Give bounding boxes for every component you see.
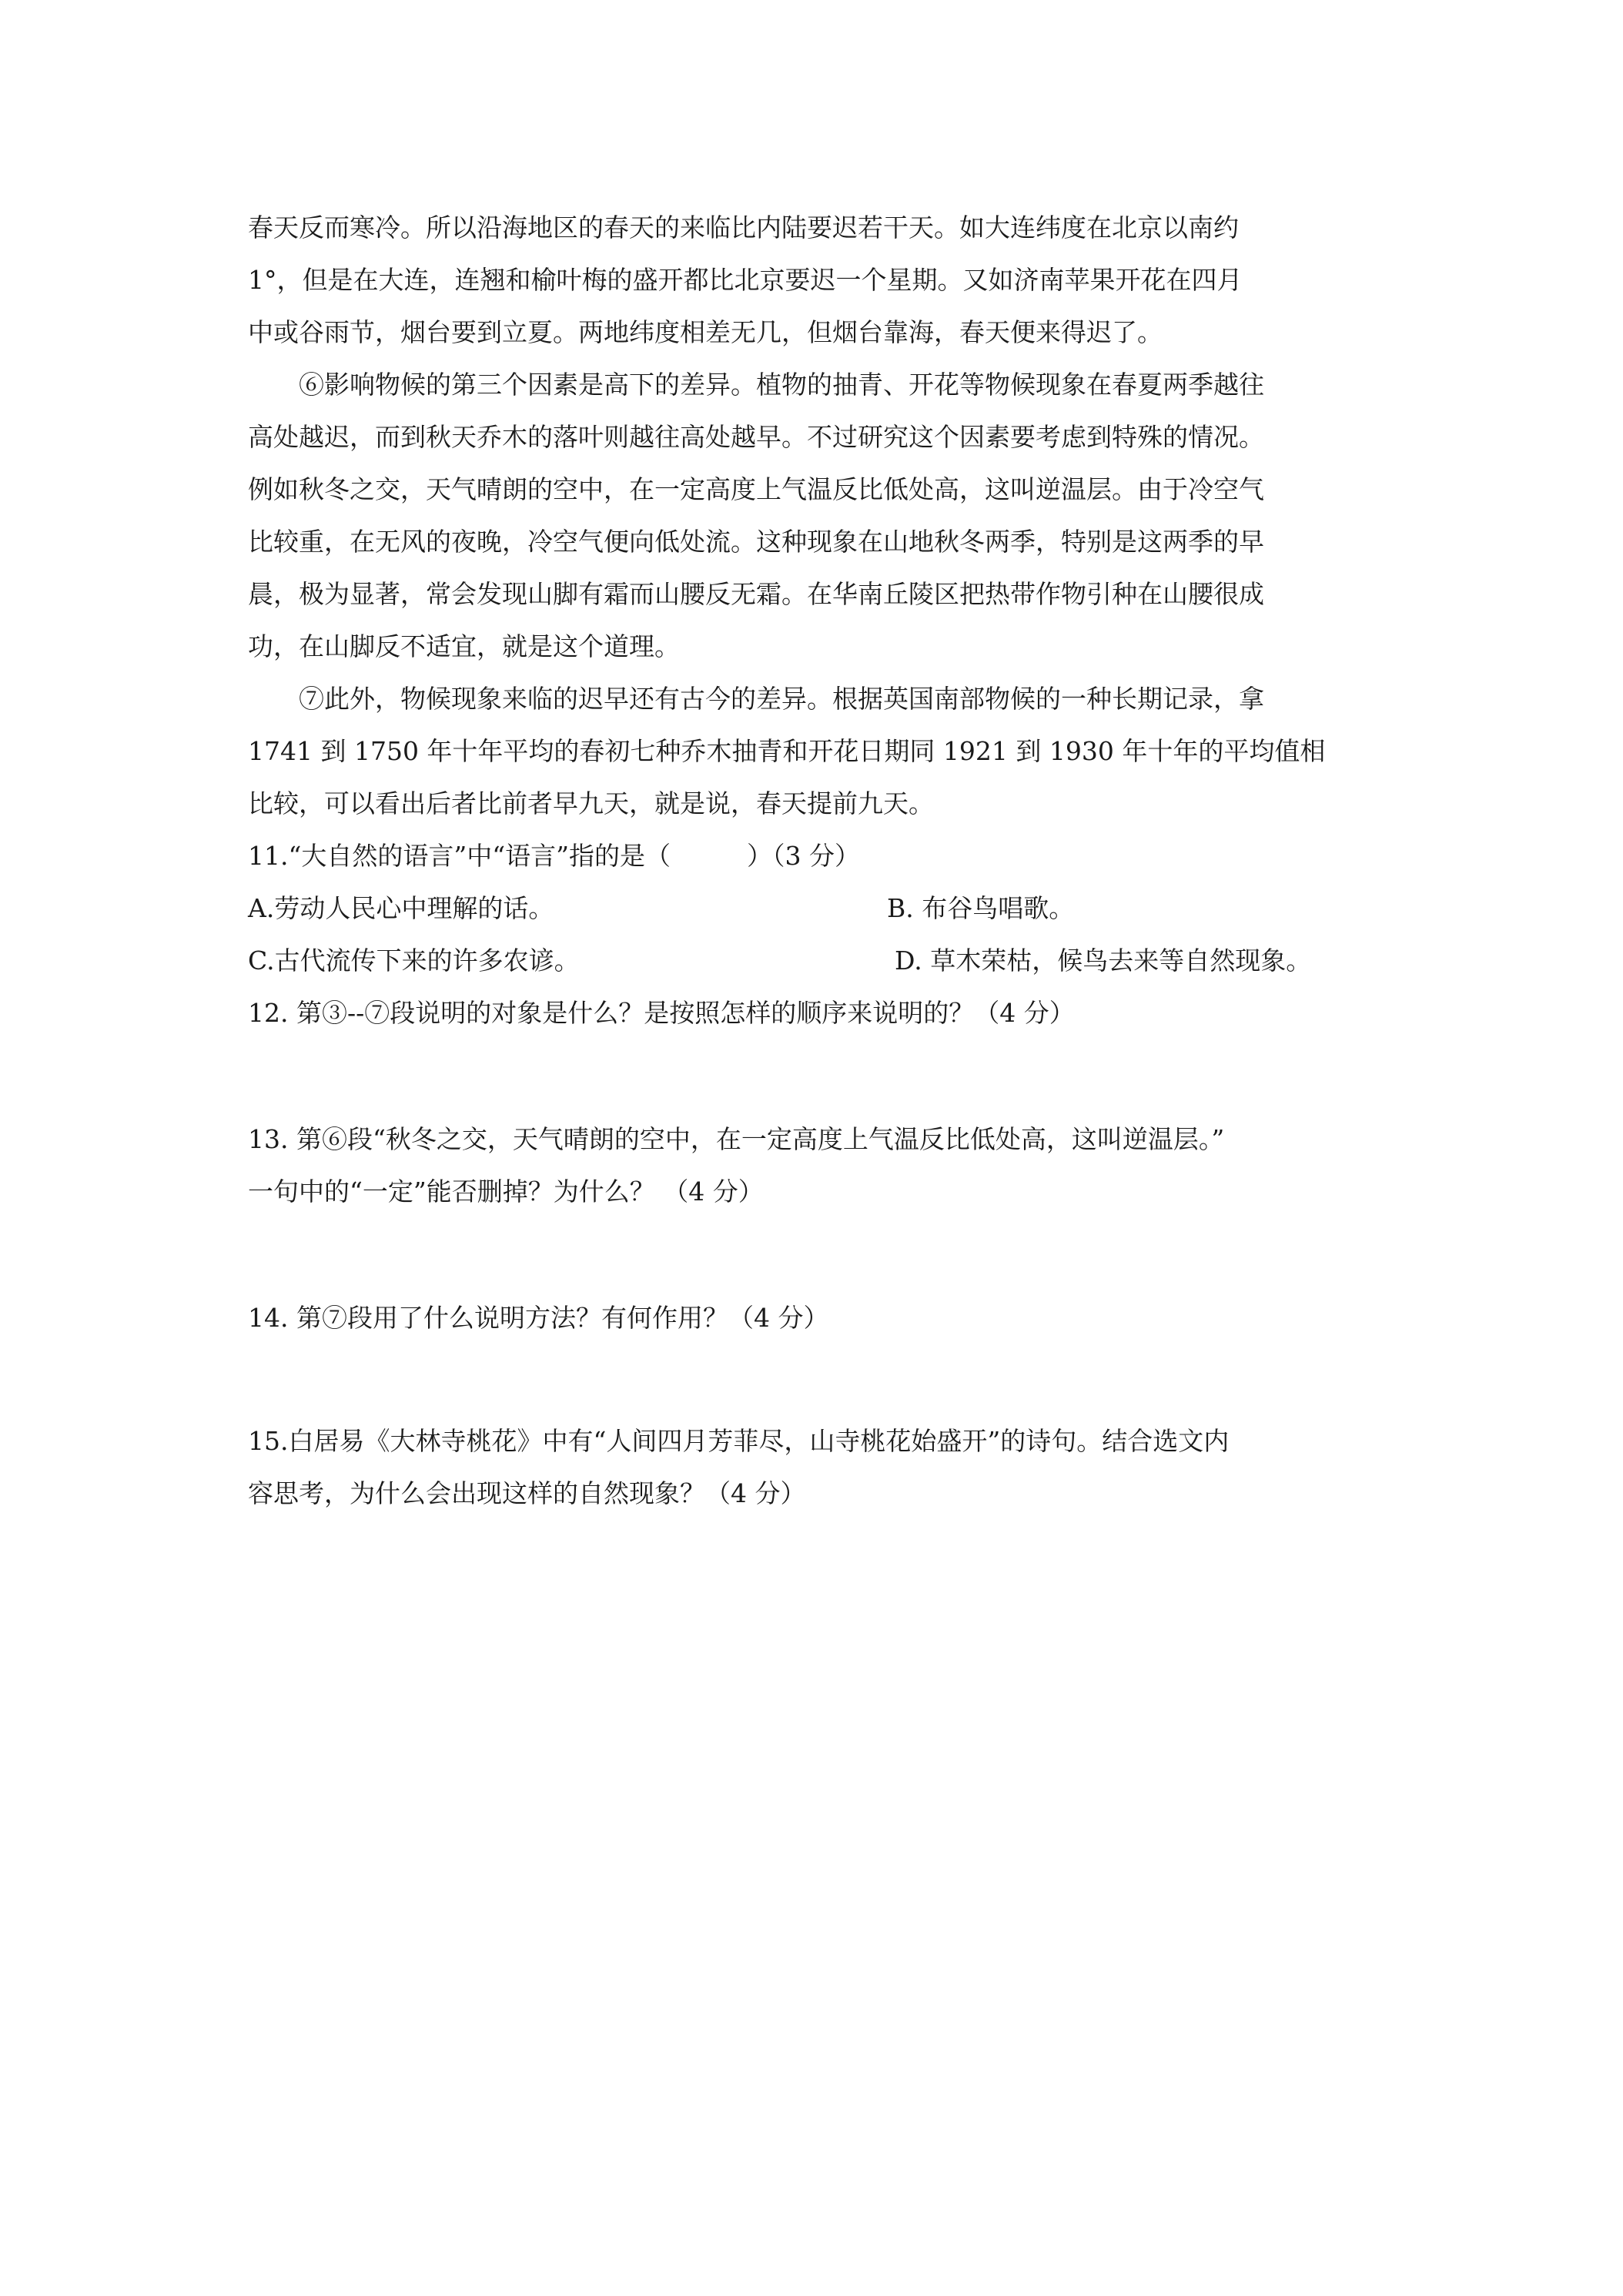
text-line: 1°，但是在大连，连翘和榆叶梅的盛开都比北京要迟一个星期。又如济南苹果开花在四月 — [248, 265, 1243, 295]
question-11-stem: 11.“大自然的语言”中“语言”指的是（ ）（3 分） — [248, 841, 860, 871]
text-line: 春天反而寒冷。所以沿海地区的春天的来临比内陆要迟若干天。如大连纬度在北京以南约 — [248, 213, 1239, 243]
option-a: A.劳动人民心中理解的话。 — [248, 893, 554, 923]
question-14 — [248, 1292, 1386, 1344]
question-13-line-1: 13. 第⑥段“秋冬之交，天气晴朗的空中，在一定高度上气温反比低处高，这叫逆温层。” — [248, 1124, 1225, 1154]
question-11 — [248, 830, 1386, 987]
question-13-line-2: 一句中的“一定”能否删掉？为什么？ （4 分） — [248, 1176, 764, 1207]
text-line: ⑦此外，物候现象来临的迟早还有古今的差异。根据英国南部物候的一种长期记录，拿 — [299, 684, 1264, 714]
option-d: D. 草木荣枯，候鸟去来等自然现象。 — [895, 946, 1312, 976]
text-line: 中或谷雨节，烟台要到立夏。两地纬度相差无几，但烟台靠海，春天便来得迟了。 — [248, 317, 1163, 347]
question-11-options-row-1 — [248, 882, 1386, 935]
question-12 — [248, 987, 1386, 1039]
question-12-stem: 12. 第③--⑦段说明的对象是什么？是按照怎样的顺序来说明的？（4 分） — [248, 998, 1075, 1028]
text-line: 例如秋冬之交，天气晴朗的空中，在一定高度上气温反比低处高，这叫逆温层。由于冷空气 — [248, 474, 1264, 504]
option-b: B. 布谷鸟唱歌。 — [887, 893, 1075, 923]
answer-space — [248, 1344, 1386, 1415]
text-line: 功，在山脚反不适宜，就是这个道理。 — [248, 631, 680, 661]
question-11-options-row-2 — [248, 935, 1386, 987]
question-15-line-1: 15.白居易《大林寺桃花》中有“人间四月芳菲尽，山寺桃花始盛开”的诗句。结合选文内 — [248, 1426, 1230, 1456]
text-line: 比较重，在无风的夜晚，冷空气便向低处流。这种现象在山地秋冬两季，特别是这两季的早 — [248, 527, 1264, 557]
question-14-stem: 14. 第⑦段用了什么说明方法？有何作用？（4 分） — [248, 1303, 829, 1333]
page-content — [248, 202, 1386, 1520]
text-line: 高处越迟，而到秋天乔木的落叶则越往高处越早。不过研究这个因素要考虑到特殊的情况。 — [248, 422, 1264, 452]
question-15-line-2: 容思考，为什么会出现这样的自然现象？（4 分） — [248, 1478, 806, 1508]
question-13 — [248, 1113, 1386, 1218]
text-line: 晨，极为显著，常会发现山脚有霜而山腰反无霜。在华南丘陵区把热带作物引种在山腰很成 — [248, 579, 1264, 609]
passage-paragraph-7 — [248, 673, 1386, 830]
text-line: 比较，可以看出后者比前者早九天，就是说，春天提前九天。 — [248, 788, 934, 818]
passage-paragraph-6 — [248, 359, 1386, 673]
text-line: 1741 到 1750 年十年平均的春初七种乔木抽青和开花日期同 1921 到 1930 年十年的平均值相 — [248, 736, 1326, 766]
passage-paragraph-5-continued — [248, 202, 1386, 359]
option-c: C.古代流传下来的许多农谚。 — [248, 946, 580, 976]
question-15 — [248, 1415, 1386, 1520]
text-line: ⑥影响物候的第三个因素是高下的差异。植物的抽青、开花等物候现象在春夏两季越往 — [299, 370, 1264, 400]
answer-space — [248, 1218, 1386, 1292]
answer-space — [248, 1039, 1386, 1113]
